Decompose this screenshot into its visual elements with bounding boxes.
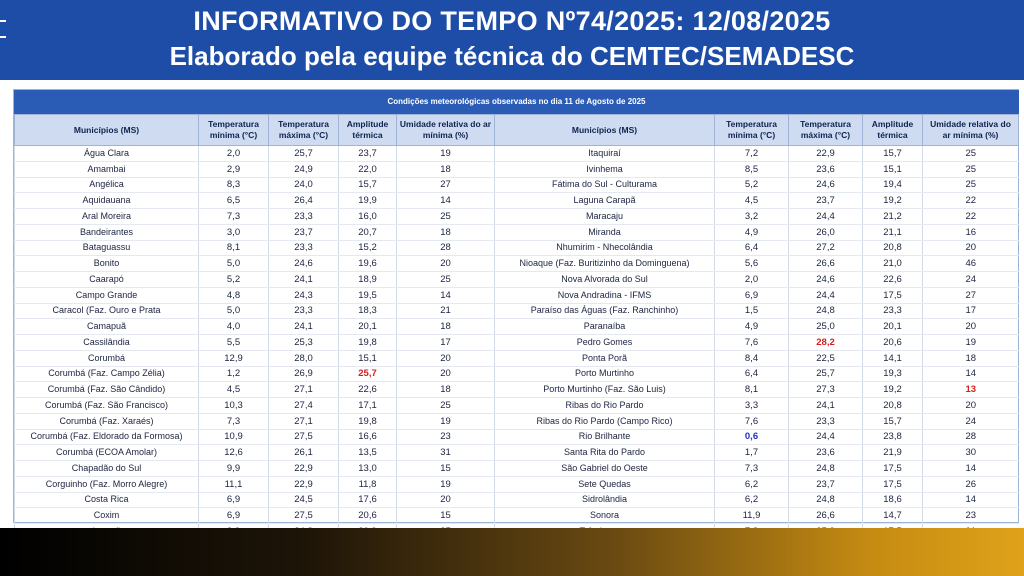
value-cell: 8,1	[199, 240, 269, 256]
value-cell: 24,1	[789, 398, 863, 414]
value-cell: 14,1	[863, 350, 923, 366]
col-amplitude: Amplitude térmica	[863, 115, 923, 146]
value-cell: 17,5	[863, 461, 923, 477]
value-cell: 6,9	[199, 508, 269, 524]
value-cell: 20,1	[339, 319, 397, 335]
value-cell: 27	[397, 177, 495, 193]
value-cell: 24,8	[789, 492, 863, 508]
value-cell: 22	[923, 193, 1019, 209]
value-cell: 5,0	[199, 256, 269, 272]
value-cell: 24,8	[789, 461, 863, 477]
value-cell: 4,5	[199, 382, 269, 398]
value-cell: 20	[923, 240, 1019, 256]
value-cell: 16	[923, 224, 1019, 240]
value-cell: 20	[397, 350, 495, 366]
value-cell: 18	[397, 161, 495, 177]
municipio-cell: Costa Rica	[15, 492, 199, 508]
table-row	[15, 508, 1019, 524]
table-row	[15, 146, 1019, 162]
municipio-cell: Rio Brilhante	[495, 429, 715, 445]
value-cell: 11,8	[339, 476, 397, 492]
value-cell: 20,6	[863, 335, 923, 351]
value-cell: 15,1	[863, 161, 923, 177]
municipio-cell: Miranda	[495, 224, 715, 240]
value-cell: 20,1	[863, 319, 923, 335]
table-row	[15, 413, 1019, 429]
value-cell: 23,3	[269, 240, 339, 256]
value-cell: 24,8	[789, 303, 863, 319]
municipio-cell: Ribas do Rio Pardo (Campo Rico)	[495, 413, 715, 429]
value-cell: 26,9	[269, 366, 339, 382]
municipio-cell: Cassilândia	[15, 335, 199, 351]
col-tmax: Temperatura máxima (°C)	[789, 115, 863, 146]
value-cell: 31	[397, 445, 495, 461]
value-cell: 19,2	[863, 382, 923, 398]
bulletin-header	[0, 0, 1024, 80]
municipio-cell: Corumbá (Faz. Xaraés)	[15, 413, 199, 429]
value-cell: 26	[923, 476, 1019, 492]
municipio-cell: Camapuã	[15, 319, 199, 335]
value-cell: 19,8	[339, 335, 397, 351]
value-cell: 24,4	[789, 429, 863, 445]
value-cell: 23,7	[339, 146, 397, 162]
municipio-cell: Água Clara	[15, 146, 199, 162]
value-cell: 14	[923, 461, 1019, 477]
value-cell: 18	[397, 224, 495, 240]
table-row	[15, 272, 1019, 288]
value-cell: 14	[923, 366, 1019, 382]
table-row	[15, 319, 1019, 335]
value-cell: 20,8	[863, 398, 923, 414]
value-cell: 1,2	[199, 366, 269, 382]
value-cell: 17	[923, 303, 1019, 319]
municipio-cell: Caracol (Faz. Ouro e Prata	[15, 303, 199, 319]
value-cell: 22,6	[339, 382, 397, 398]
weather-table-container	[13, 89, 1019, 523]
value-cell: 15,7	[339, 177, 397, 193]
value-cell: 23,7	[269, 224, 339, 240]
value-cell: 6,9	[199, 492, 269, 508]
municipio-cell: Nova Alvorada do Sul	[495, 272, 715, 288]
value-cell: 16,6	[339, 429, 397, 445]
municipio-cell: Ivinhema	[495, 161, 715, 177]
value-cell: 5,5	[199, 335, 269, 351]
col-umidade: Umidade relativa do ar mínima (%)	[923, 115, 1019, 146]
value-cell: 7,3	[199, 209, 269, 225]
table-row	[15, 398, 1019, 414]
value-cell: 18,9	[339, 272, 397, 288]
value-cell: 20	[397, 492, 495, 508]
value-cell: 24,0	[269, 177, 339, 193]
value-cell: 16,0	[339, 209, 397, 225]
value-cell: 15,2	[339, 240, 397, 256]
value-cell: 24	[923, 272, 1019, 288]
value-cell: 24,6	[789, 177, 863, 193]
value-cell: 24,4	[789, 209, 863, 225]
value-cell: 1,5	[715, 303, 789, 319]
value-cell: 9,9	[199, 461, 269, 477]
value-cell: 21,9	[863, 445, 923, 461]
municipio-cell: Sete Quedas	[495, 476, 715, 492]
value-cell: 30	[923, 445, 1019, 461]
value-cell: 19	[397, 146, 495, 162]
value-cell: 6,9	[715, 287, 789, 303]
table-row	[15, 303, 1019, 319]
value-cell: 26,4	[269, 193, 339, 209]
table-row	[15, 209, 1019, 225]
value-cell: 22,9	[269, 476, 339, 492]
value-cell: 19,8	[339, 413, 397, 429]
bulletin-title: INFORMATIVO DO TEMPO Nº74/2025: 12/08/2025	[193, 6, 831, 36]
value-cell: 14,7	[863, 508, 923, 524]
value-cell: 21	[397, 303, 495, 319]
value-cell: 3,2	[715, 209, 789, 225]
value-cell: 3,3	[715, 398, 789, 414]
table-row	[15, 492, 1019, 508]
municipio-cell: Maracaju	[495, 209, 715, 225]
value-cell: 2,0	[715, 272, 789, 288]
value-cell: 23,7	[789, 193, 863, 209]
value-cell: 19,2	[863, 193, 923, 209]
value-cell: 20,6	[339, 508, 397, 524]
value-cell: 28,0	[269, 350, 339, 366]
value-cell: 13,5	[339, 445, 397, 461]
value-cell: 24,3	[269, 287, 339, 303]
weather-panel	[0, 80, 1024, 528]
table-row	[15, 429, 1019, 445]
value-cell: 4,0	[199, 319, 269, 335]
value-cell: 27,2	[789, 240, 863, 256]
value-cell: 25	[397, 272, 495, 288]
table-row	[15, 161, 1019, 177]
municipio-cell: Corumbá (Faz. São Francisco)	[15, 398, 199, 414]
value-cell: 23,7	[789, 476, 863, 492]
value-cell: 17,5	[863, 287, 923, 303]
value-cell: 8,5	[715, 161, 789, 177]
value-cell: 10,3	[199, 398, 269, 414]
value-cell: 23,6	[789, 445, 863, 461]
value-cell: 27,1	[269, 382, 339, 398]
value-cell: 25,0	[789, 319, 863, 335]
value-cell: 25,7	[269, 146, 339, 162]
value-cell: 4,8	[199, 287, 269, 303]
value-cell: 18,6	[863, 492, 923, 508]
municipio-cell: Corumbá (Faz. Eldorado da Formosa)	[15, 429, 199, 445]
value-cell: 26,1	[269, 445, 339, 461]
municipio-cell: Corumbá	[15, 350, 199, 366]
value-cell: 4,9	[715, 319, 789, 335]
value-cell: 18	[397, 319, 495, 335]
left-edge-mark	[0, 20, 6, 22]
municipio-cell: Corguinho (Faz. Morro Alegre)	[15, 476, 199, 492]
municipio-cell: Corumbá (Faz. São Cândido)	[15, 382, 199, 398]
municipio-cell: Bandeirantes	[15, 224, 199, 240]
value-cell: 5,0	[199, 303, 269, 319]
value-cell: 27,1	[269, 413, 339, 429]
left-edge-mark	[0, 36, 6, 38]
value-cell: 14	[397, 193, 495, 209]
value-cell: 12,9	[199, 350, 269, 366]
value-cell: 15,7	[863, 413, 923, 429]
value-cell: 28,2	[789, 335, 863, 351]
municipio-cell: Paraíso das Águas (Faz. Ranchinho)	[495, 303, 715, 319]
table-row	[15, 382, 1019, 398]
value-cell: 14	[397, 287, 495, 303]
municipio-cell: Pedro Gomes	[495, 335, 715, 351]
value-cell: 23,3	[269, 209, 339, 225]
col-tmin: Temperatura mínima (°C)	[715, 115, 789, 146]
value-cell: 23,6	[789, 161, 863, 177]
value-cell: 23	[397, 429, 495, 445]
municipio-cell: Nova Andradina - IFMS	[495, 287, 715, 303]
value-cell: 27,5	[269, 508, 339, 524]
col-umidade: Umidade relativa do ar mínima (%)	[397, 115, 495, 146]
value-cell: 19	[397, 413, 495, 429]
value-cell: 15	[397, 508, 495, 524]
municipio-cell: Porto Murtinho (Faz. São Luis)	[495, 382, 715, 398]
value-cell: 12,6	[199, 445, 269, 461]
value-cell: 8,3	[199, 177, 269, 193]
weather-table	[14, 90, 1019, 553]
value-cell: 18	[923, 350, 1019, 366]
footer-gradient-bar	[0, 528, 1024, 576]
value-cell: 0,6	[715, 429, 789, 445]
value-cell: 19,6	[339, 256, 397, 272]
value-cell: 27,4	[269, 398, 339, 414]
table-row	[15, 193, 1019, 209]
value-cell: 25	[923, 161, 1019, 177]
table-row	[15, 366, 1019, 382]
value-cell: 25	[397, 398, 495, 414]
municipio-cell: Sonora	[495, 508, 715, 524]
municipio-cell: Amambai	[15, 161, 199, 177]
table-row	[15, 445, 1019, 461]
value-cell: 20	[397, 256, 495, 272]
municipio-cell: Ribas do Rio Pardo	[495, 398, 715, 414]
value-cell: 3,0	[199, 224, 269, 240]
value-cell: 15,7	[863, 146, 923, 162]
value-cell: 28	[923, 429, 1019, 445]
municipio-cell: Angélica	[15, 177, 199, 193]
value-cell: 21,2	[863, 209, 923, 225]
municipio-cell: Caarapó	[15, 272, 199, 288]
value-cell: 23,3	[863, 303, 923, 319]
value-cell: 20	[923, 319, 1019, 335]
value-cell: 23,3	[789, 413, 863, 429]
value-cell: 26,6	[789, 256, 863, 272]
municipio-cell: Santa Rita do Pardo	[495, 445, 715, 461]
value-cell: 22,0	[339, 161, 397, 177]
municipio-cell: Chapadão do Sul	[15, 461, 199, 477]
municipio-cell: Aquidauana	[15, 193, 199, 209]
value-cell: 19	[397, 476, 495, 492]
table-row	[15, 224, 1019, 240]
table-caption: Condições meteorológicas observadas no dia 11 de Agosto de 2025	[14, 90, 1019, 114]
value-cell: 21,0	[863, 256, 923, 272]
value-cell: 28	[397, 240, 495, 256]
value-cell: 22	[923, 209, 1019, 225]
value-cell: 24,1	[269, 272, 339, 288]
value-cell: 25,7	[339, 366, 397, 382]
value-cell: 17,5	[863, 476, 923, 492]
value-cell: 6,4	[715, 240, 789, 256]
value-cell: 20,7	[339, 224, 397, 240]
municipio-cell: Itaquiraí	[495, 146, 715, 162]
value-cell: 22,9	[269, 461, 339, 477]
value-cell: 27	[923, 287, 1019, 303]
value-cell: 26,6	[789, 508, 863, 524]
value-cell: 17,1	[339, 398, 397, 414]
value-cell: 24,9	[269, 161, 339, 177]
value-cell: 15,1	[339, 350, 397, 366]
value-cell: 14	[923, 492, 1019, 508]
value-cell: 22,9	[789, 146, 863, 162]
value-cell: 13	[923, 382, 1019, 398]
value-cell: 20	[923, 398, 1019, 414]
municipio-cell: Coxim	[15, 508, 199, 524]
value-cell: 11,1	[199, 476, 269, 492]
value-cell: 19	[923, 335, 1019, 351]
value-cell: 25	[397, 209, 495, 225]
value-cell: 4,9	[715, 224, 789, 240]
municipio-cell: Sidrolândia	[495, 492, 715, 508]
col-amplitude: Amplitude térmica	[339, 115, 397, 146]
value-cell: 25	[923, 177, 1019, 193]
value-cell: 46	[923, 256, 1019, 272]
value-cell: 5,6	[715, 256, 789, 272]
value-cell: 24,5	[269, 492, 339, 508]
value-cell: 7,6	[715, 335, 789, 351]
value-cell: 21,1	[863, 224, 923, 240]
bulletin-subtitle: Elaborado pela equipe técnica do CEMTEC/SEMADESC	[169, 41, 855, 71]
col-tmin: Temperatura mínima (°C)	[199, 115, 269, 146]
value-cell: 25,3	[269, 335, 339, 351]
value-cell: 11,9	[715, 508, 789, 524]
table-row	[15, 476, 1019, 492]
value-cell: 7,3	[715, 461, 789, 477]
col-municipio: Municípios (MS)	[495, 115, 715, 146]
municipio-cell: Bataguassu	[15, 240, 199, 256]
value-cell: 24,6	[269, 256, 339, 272]
value-cell: 24	[923, 413, 1019, 429]
value-cell: 19,9	[339, 193, 397, 209]
municipio-cell: Campo Grande	[15, 287, 199, 303]
table-row	[15, 177, 1019, 193]
value-cell: 5,2	[715, 177, 789, 193]
value-cell: 6,5	[199, 193, 269, 209]
value-cell: 18	[397, 382, 495, 398]
municipio-cell: Laguna Carapã	[495, 193, 715, 209]
value-cell: 23	[923, 508, 1019, 524]
value-cell: 22,6	[863, 272, 923, 288]
value-cell: 10,9	[199, 429, 269, 445]
value-cell: 27,3	[789, 382, 863, 398]
municipio-cell: São Gabriel do Oeste	[495, 461, 715, 477]
value-cell: 25	[923, 146, 1019, 162]
value-cell: 23,8	[863, 429, 923, 445]
value-cell: 23,3	[269, 303, 339, 319]
value-cell: 7,6	[715, 413, 789, 429]
table-row	[15, 240, 1019, 256]
value-cell: 2,9	[199, 161, 269, 177]
value-cell: 19,5	[339, 287, 397, 303]
value-cell: 15	[397, 461, 495, 477]
table-body	[15, 146, 1019, 540]
value-cell: 22,5	[789, 350, 863, 366]
value-cell: 4,5	[715, 193, 789, 209]
municipio-cell: Fátima do Sul - Culturama	[495, 177, 715, 193]
table-header-row	[15, 115, 1019, 146]
table-row	[15, 461, 1019, 477]
municipio-cell: Nhumirim - Nhecolândia	[495, 240, 715, 256]
value-cell: 2,0	[199, 146, 269, 162]
municipio-cell: Nioaque (Faz. Buritizinho da Dominguena)	[495, 256, 715, 272]
value-cell: 8,1	[715, 382, 789, 398]
value-cell: 24,1	[269, 319, 339, 335]
value-cell: 8,4	[715, 350, 789, 366]
table-row	[15, 350, 1019, 366]
value-cell: 24,4	[789, 287, 863, 303]
municipio-cell: Porto Murtinho	[495, 366, 715, 382]
value-cell: 1,7	[715, 445, 789, 461]
table-row	[15, 335, 1019, 351]
value-cell: 26,0	[789, 224, 863, 240]
value-cell: 7,3	[199, 413, 269, 429]
value-cell: 19,4	[863, 177, 923, 193]
value-cell: 25,7	[789, 366, 863, 382]
value-cell: 7,2	[715, 146, 789, 162]
value-cell: 20,8	[863, 240, 923, 256]
table-row	[15, 256, 1019, 272]
value-cell: 6,4	[715, 366, 789, 382]
col-tmax: Temperatura máxima (°C)	[269, 115, 339, 146]
municipio-cell: Corumbá (Faz. Campo Zélia)	[15, 366, 199, 382]
value-cell: 27,5	[269, 429, 339, 445]
value-cell: 17,6	[339, 492, 397, 508]
table-row	[15, 287, 1019, 303]
value-cell: 24,6	[789, 272, 863, 288]
value-cell: 13,0	[339, 461, 397, 477]
value-cell: 6,2	[715, 492, 789, 508]
col-municipio: Municípios (MS)	[15, 115, 199, 146]
value-cell: 20	[397, 366, 495, 382]
municipio-cell: Aral Moreira	[15, 209, 199, 225]
value-cell: 6,2	[715, 476, 789, 492]
municipio-cell: Paranaíba	[495, 319, 715, 335]
municipio-cell: Ponta Porã	[495, 350, 715, 366]
value-cell: 19,3	[863, 366, 923, 382]
municipio-cell: Corumbá (ECOA Amolar)	[15, 445, 199, 461]
value-cell: 5,2	[199, 272, 269, 288]
municipio-cell: Bonito	[15, 256, 199, 272]
value-cell: 17	[397, 335, 495, 351]
value-cell: 18,3	[339, 303, 397, 319]
